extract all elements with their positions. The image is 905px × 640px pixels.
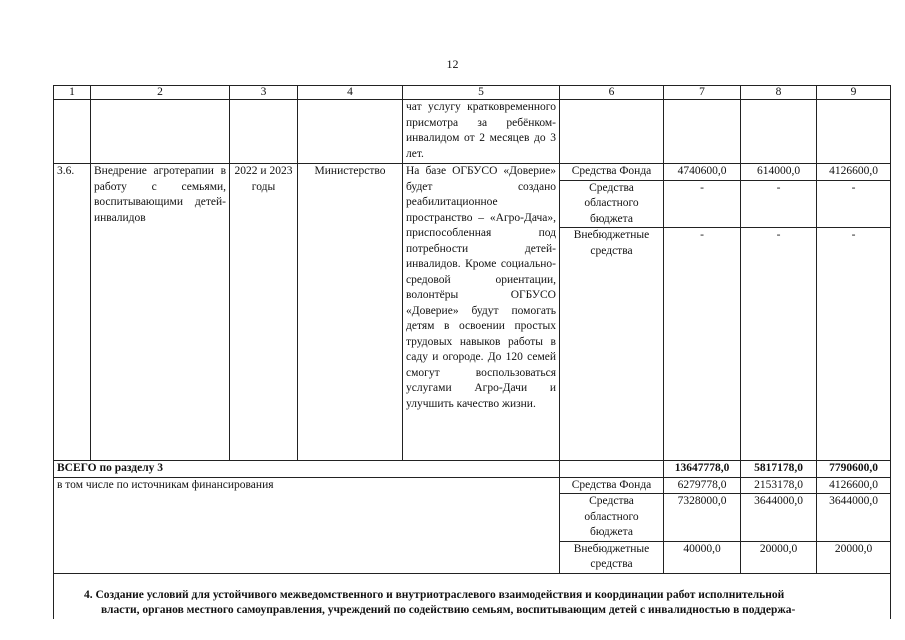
value-col8: - [741, 180, 817, 228]
value-col8: - [741, 228, 817, 461]
col-header-9: 9 [817, 86, 891, 100]
value-col9: 20000,0 [817, 541, 891, 573]
section-4-line-2: власти, органов местного самоуправления, учреждений по содействию семьям, воспитывающим детей с инвалидностью в поддержа- [101, 604, 796, 616]
value-col9: - [817, 228, 891, 461]
value-col7: - [664, 228, 741, 461]
source-name: Средства областного бюджета [560, 494, 664, 542]
section-heading-row [54, 573, 891, 619]
row-number: 3.6. [54, 164, 91, 461]
total-label: ВСЕГО по разделу 3 [54, 461, 560, 478]
activity-name: Внедрение агротерапии в работу с семьями, воспитывающими детей-инвалидов [91, 164, 230, 461]
activity-executor: Министерство [298, 164, 403, 461]
col-header-2: 2 [91, 86, 230, 100]
source-name: Средства Фонда [560, 477, 664, 494]
value-col7: 4740600,0 [664, 164, 741, 181]
table-row [54, 164, 891, 181]
value-col7: 7328000,0 [664, 494, 741, 542]
value-col8: 614000,0 [741, 164, 817, 181]
value-col7: - [664, 180, 741, 228]
subtotal-label: в том числе по источникам финансирования [54, 477, 560, 573]
total-col7: 13647778,0 [664, 461, 741, 478]
source-name: Внебюджетные средства [560, 541, 664, 573]
value-col9: 3644000,0 [817, 494, 891, 542]
column-number-row [54, 86, 891, 100]
total-row [54, 461, 891, 478]
section-4-heading [54, 573, 891, 619]
activity-years: 2022 и 2023 годы [230, 164, 298, 461]
source-name: Средства областного бюджета [560, 180, 664, 228]
section-4-line-1: 4. Создание условий для устойчивого межведомственного и внутриотраслевого взаимодействия и координации работ исполнительной [84, 588, 785, 601]
value-col9: - [817, 180, 891, 228]
col-header-7: 7 [664, 86, 741, 100]
activity-description: На базе ОГБУСО «Доверие» будет создано реабилитационное пространство – «Агро-Дача», приспособленная под потребности детей-инвалидов. Кроме социально-средовой ориентации, волонтёры ОГБУСО «Доверие» будут помогать детям в освоении простых трудовых навыков работы в саду и огороде. До 120 семей смогут воспользоваться услугами Агро-Дачи и улучшить качество жизни. [403, 164, 560, 461]
continuation-row [54, 100, 891, 164]
value-col7: 6279778,0 [664, 477, 741, 494]
value-col8: 3644000,0 [741, 494, 817, 542]
value-col9: 4126600,0 [817, 164, 891, 181]
source-name: Средства Фонда [560, 164, 664, 181]
continuation-description: чат услугу кратковременного присмотра за ребёнком-инвалидом от 2 месяцев до 3 лет. [403, 100, 560, 164]
value-col8: 20000,0 [741, 541, 817, 573]
col-header-1: 1 [54, 86, 91, 100]
value-col7: 40000,0 [664, 541, 741, 573]
total-col9: 7790600,0 [817, 461, 891, 478]
total-col8: 5817178,0 [741, 461, 817, 478]
source-name: Внебюджетные средства [560, 228, 664, 461]
col-header-5: 5 [403, 86, 560, 100]
program-table [53, 85, 891, 619]
col-header-6: 6 [560, 86, 664, 100]
col-header-3: 3 [230, 86, 298, 100]
col-header-8: 8 [741, 86, 817, 100]
col-header-4: 4 [298, 86, 403, 100]
total-source-row [54, 477, 891, 494]
page-number: 12 [446, 57, 459, 71]
value-col8: 2153178,0 [741, 477, 817, 494]
value-col9: 4126600,0 [817, 477, 891, 494]
